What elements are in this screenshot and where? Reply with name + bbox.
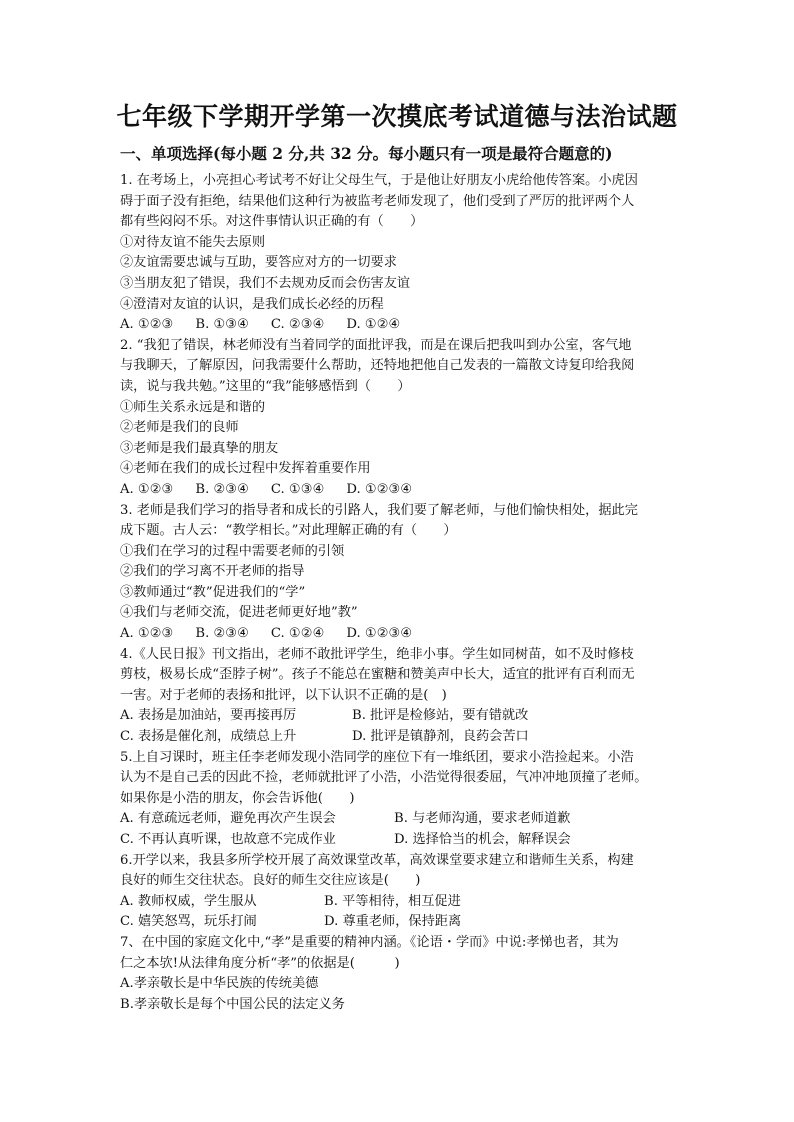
answer-options-row bbox=[120, 706, 686, 727]
question-stem-line: 与我聊天，了解原因，问我需要什么帮助，还特地把他自己发表的一篇散文诗复印给我阅 bbox=[120, 358, 635, 374]
option-a: A. ①②③ bbox=[120, 481, 174, 497]
option-b: B. ①③④ bbox=[195, 317, 249, 333]
question-stem-line: 都有些闷闷不乐。对这件事情认识正确的有（ ） bbox=[120, 214, 424, 230]
statement-item: ③当朋友犯了错误，我们不去规劝反而会伤害友谊 bbox=[120, 275, 411, 291]
question-stem-line: 仁之本欤!从法律角度分析“孝”的依据是( ) bbox=[120, 955, 400, 971]
question-stem-line: 如果你是小浩的朋友，你会告诉他( ) bbox=[120, 790, 355, 806]
option-d: D. ①②③④ bbox=[346, 626, 413, 642]
exam-content bbox=[120, 143, 686, 1015]
option-c: C. ①③④ bbox=[270, 481, 325, 497]
option-d: D. 批评是镇静剂，良药会苦口 bbox=[352, 729, 529, 745]
statement-item: ④我们与老师交流，促进老师更好地”教” bbox=[120, 605, 358, 621]
answer-options-row bbox=[120, 892, 686, 913]
answer-options bbox=[120, 315, 686, 336]
question-stem-line: 5.上自习课时，班主任李老师发现小浩同学的座位下有一堆纸团，要求小浩捡起来。小浩 bbox=[120, 749, 634, 765]
question-stem-line: 读，说与我共勉。”这里的“我”能够感悟到（ ） bbox=[120, 378, 411, 394]
option-c: C. 表扬是催化剂，成绩总上升 bbox=[120, 729, 297, 745]
option-c: C. 嬉笑怒骂，玩乐打闹 bbox=[120, 914, 257, 930]
option-c: C. ②③④ bbox=[270, 317, 325, 333]
question-2 bbox=[120, 336, 686, 501]
statement-item: ④澄清对友谊的认识，是我们成长必经的历程 bbox=[120, 296, 384, 312]
option-d: D. 选择恰当的机会，解释误会 bbox=[394, 832, 571, 847]
question-stem-line: 6.开学以来，我县多所学校开展了高效课堂改革，高效课堂要求建立和谐师生关系，构建 bbox=[120, 852, 634, 868]
exam-title: 七年级下学期开学第一次摸底考试道德与法治试题 bbox=[116, 102, 678, 131]
question-stem-line: 成下题。古人云：“教学相长。”对此理解正确的有（ ） bbox=[120, 523, 457, 539]
question-stem-line: 良好的师生交往状态。良好的师生交往应该是( ) bbox=[120, 873, 421, 889]
option-a: A. ①②③ bbox=[120, 317, 174, 333]
question-stem-line: 2. “我犯了错误，林老师没有当着同学的面批评我，而是在课后把我叫到办公室，客气地 bbox=[120, 337, 632, 353]
question-stem-line: 1. 在考场上，小亮担心考试考不好让父母生气，于是他让好朋友小虎给他传答案。小虎因 bbox=[120, 173, 638, 188]
statement-item: ①我们在学习的过程中需要老师的引领 bbox=[120, 543, 345, 559]
answer-options bbox=[120, 624, 686, 645]
question-4 bbox=[120, 645, 686, 748]
question-stem-line: 4.《人民日报》刊文指出，老师不敢批评学生，绝非小事。学生如同树苗，如不及时修枝 bbox=[120, 646, 634, 662]
question-5 bbox=[120, 748, 686, 851]
statement-item: ④老师在我们的成长过程中发挥着重要作用 bbox=[120, 461, 371, 477]
statement-item: ②友谊需要忠诚与互助，要答应对方的一切要求 bbox=[120, 255, 397, 271]
question-stem-line: 一害。对于老师的表扬和批评，以下认识不正确的是( ) bbox=[120, 687, 447, 703]
question-stem-line: 认为不是自己丢的因此不捡，老师就批评了小浩，小浩觉得很委屈，气冲冲地顶撞了老师。 bbox=[120, 770, 648, 786]
option-b: B. ②③④ bbox=[195, 481, 249, 497]
statement-item: ②老师是我们的良师 bbox=[120, 420, 239, 436]
question-6 bbox=[120, 851, 686, 933]
question-1 bbox=[120, 171, 686, 336]
option-d: D. ①②④ bbox=[346, 317, 401, 333]
option-a: A. 教师权威，学生服从 bbox=[120, 893, 257, 909]
question-stem-line: 碍于面子没有拒绝，结果他们这种行为被监考老师发现了，他们受到了严厉的批评两个人 bbox=[120, 193, 635, 209]
answer-options-row bbox=[120, 912, 686, 933]
option-a: A. 有意疏远老师，避免再次产生误会 bbox=[120, 811, 336, 827]
statement-item: ①师生关系永远是和谐的 bbox=[120, 399, 266, 415]
option-b: B. 批评是检修站，要有错就改 bbox=[352, 708, 529, 724]
question-stem-line: 剪枝，极易长成“歪脖子树”。孩子不能总在蜜糖和赞美声中长大，适宜的批评有百利而无 bbox=[120, 667, 635, 683]
question-7 bbox=[120, 933, 686, 1015]
option-c: C. ①②④ bbox=[270, 626, 325, 642]
option-a: A. ①②③ bbox=[120, 626, 174, 642]
answer-options-row bbox=[120, 727, 686, 748]
option-b: B.孝亲敬长是每个中国公民的法定义务 bbox=[120, 996, 345, 1012]
section-heading: 一、单项选择(每小题 2 分,共 32 分。每小题只有一项是最符合题意的) bbox=[120, 144, 613, 163]
option-a: A. 表扬是加油站，要再接再厉 bbox=[120, 708, 297, 724]
statement-item: ①对待友谊不能失去原则 bbox=[120, 234, 266, 250]
option-b: B. 平等相待，相互促进 bbox=[324, 893, 461, 909]
option-d: D. ①②③④ bbox=[346, 481, 413, 497]
option-d: D. 尊重老师，保持距离 bbox=[324, 914, 462, 930]
option-b: B. 与老师沟通，要求老师道歉 bbox=[394, 811, 571, 827]
answer-options-row bbox=[120, 830, 686, 851]
answer-options-row bbox=[120, 809, 686, 830]
statement-item: ③教师通过“教”促进我们的“学” bbox=[120, 584, 306, 600]
statement-item: ③老师是我们最真挚的朋友 bbox=[120, 440, 279, 456]
statement-item: ②我们的学习离不开老师的指导 bbox=[120, 564, 305, 580]
question-stem-line: 3. 老师是我们学习的指导者和成长的引路人，我们要了解老师，与他们愉快相处，据此完 bbox=[120, 502, 638, 518]
option-a: A.孝亲敬长是中华民族的传统美德 bbox=[120, 976, 319, 992]
answer-options bbox=[120, 480, 686, 501]
question-stem-line: 7、在中国的家庭文化中,“孝”是重要的精神内涵。《论语・学而》中说:孝悌也者，其为 bbox=[120, 934, 619, 950]
option-b: B. ②③④ bbox=[195, 626, 249, 642]
question-3 bbox=[120, 501, 686, 645]
option-c: C. 不再认真听课，也故意不完成作业 bbox=[120, 832, 336, 847]
